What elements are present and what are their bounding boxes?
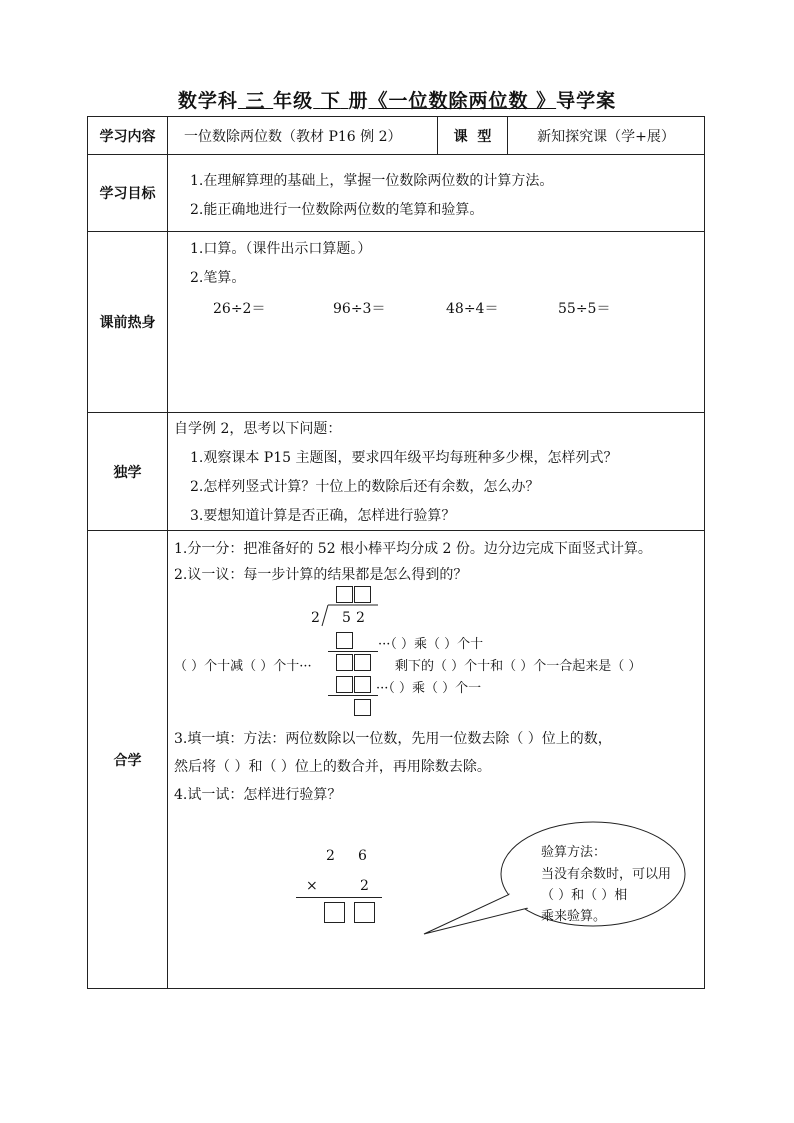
warmup-written: 2.笔算。 (190, 270, 246, 286)
final-remainder-box[interactable] (354, 699, 371, 716)
learning-content-value: 一位数除两位数（教材 P16 例 2） (168, 117, 438, 155)
times-sign: × (306, 878, 318, 894)
warmup-problem: 48÷4＝ (446, 301, 499, 317)
group-study-cell (168, 531, 705, 989)
bubble-line3: 乘来验算。 (541, 909, 607, 924)
goals-cell (168, 155, 705, 232)
title-term: 下 (320, 90, 341, 112)
self-study-row (88, 413, 705, 531)
label-group-study: 合学 (88, 531, 168, 989)
check-rule (296, 897, 382, 898)
group-q2: 2.议一议：每一步计算的结果都是怎么得到的？ (174, 567, 468, 583)
label-lesson-type: 课 型 (438, 117, 508, 155)
warmup-problem: 96÷3＝ (333, 301, 386, 317)
title-volume-word: 册 (348, 90, 369, 112)
warmup-row (88, 232, 705, 413)
study-plan-table (87, 116, 705, 989)
division-note-2-right: 剩下的（ ）个十和（ ）个一合起来是（ ） (395, 659, 642, 674)
bubble-line1: 当没有余数时，可以用 (541, 867, 672, 882)
division-note-2-left: （ ）个十减（ ）个十··· (174, 659, 312, 674)
warmup-cell (168, 232, 705, 413)
group-q3-line2: 然后将（ ）和（ ）位上的数合并，再用除数去除。 (174, 759, 491, 775)
quotient-tens-box[interactable] (336, 586, 353, 603)
title-grade-word: 年级 (273, 90, 314, 112)
self-study-intro: 自学例 2，思考以下问题： (174, 421, 342, 437)
title-grade: 三 (245, 90, 266, 112)
bubble-line2: （ ）和（ ）相 (541, 888, 628, 903)
division-note-3: ···（ ）乘（ ）个一 (376, 681, 482, 696)
division-note-1: ···（ ）乘（ ）个十 (378, 637, 484, 652)
step1-product-box[interactable] (336, 632, 353, 649)
self-study-item: 2.怎样列竖式计算？十位上的数除后还有余数，怎么办？ (190, 479, 540, 495)
group-study-row (88, 531, 705, 989)
divisor: 2 (311, 610, 320, 626)
self-study-item: 1.观察课本 P15 主题图，要求四年级平均每班种多少棵，怎样列式？ (190, 450, 618, 466)
quotient-ones-box[interactable] (354, 586, 371, 603)
title-topic: 《一位数除两位数 》 (368, 90, 557, 112)
warmup-problem: 26÷2＝ (213, 301, 266, 317)
check-result-ones-box[interactable] (354, 902, 375, 923)
dividend-tens: 5 (342, 610, 351, 626)
step2-product-tens-box[interactable] (336, 676, 353, 693)
remainder-tens-box[interactable] (336, 654, 353, 671)
goals-row (88, 155, 705, 232)
group-q1: 1.分一分：把准备好的 52 根小棒平均分成 2 份。边分边完成下面竖式计算。 (174, 541, 652, 557)
warmup-oral: 1.口算。（课件出示口算题。） (190, 241, 372, 257)
check-result-tens-box[interactable] (324, 902, 345, 923)
step2-product-ones-box[interactable] (354, 676, 371, 693)
check-top-ones: 6 (358, 848, 367, 864)
group-q3-line1: 3.填一填：方法：两位数除以一位数，先用一位数去除（ ）位上的数， (174, 731, 612, 747)
goal-item: 1.在理解算理的基础上，掌握一位数除两位数的计算方法。 (190, 173, 554, 189)
check-multiplier: 2 (360, 878, 369, 894)
label-self-study: 独学 (88, 413, 168, 531)
label-goals: 学习目标 (88, 155, 168, 232)
check-top-tens: 2 (326, 848, 335, 864)
goal-item: 2.能正确地进行一位数除两位数的笔算和验算。 (190, 202, 484, 218)
header-row (88, 117, 705, 155)
warmup-problem: 55÷5＝ (558, 301, 611, 317)
self-study-cell (168, 413, 705, 531)
title-subject: 数学科 (177, 90, 238, 112)
remainder-ones-box[interactable] (354, 654, 371, 671)
division-rule (328, 695, 378, 696)
dividend-ones: 2 (356, 610, 365, 626)
division-rule (328, 651, 378, 652)
group-q4: 4.试一试：怎样进行验算？ (174, 787, 342, 803)
bubble-title: 验算方法： (541, 845, 607, 860)
title-suffix: 导学案 (556, 90, 617, 112)
lesson-type-value: 新知探究课（学+展） (508, 117, 705, 155)
self-study-item: 3.要想知道计算是否正确，怎样进行验算？ (190, 508, 456, 524)
label-learning-content: 学习内容 (88, 117, 168, 155)
page-title (0, 86, 794, 113)
label-warmup: 课前热身 (88, 232, 168, 413)
